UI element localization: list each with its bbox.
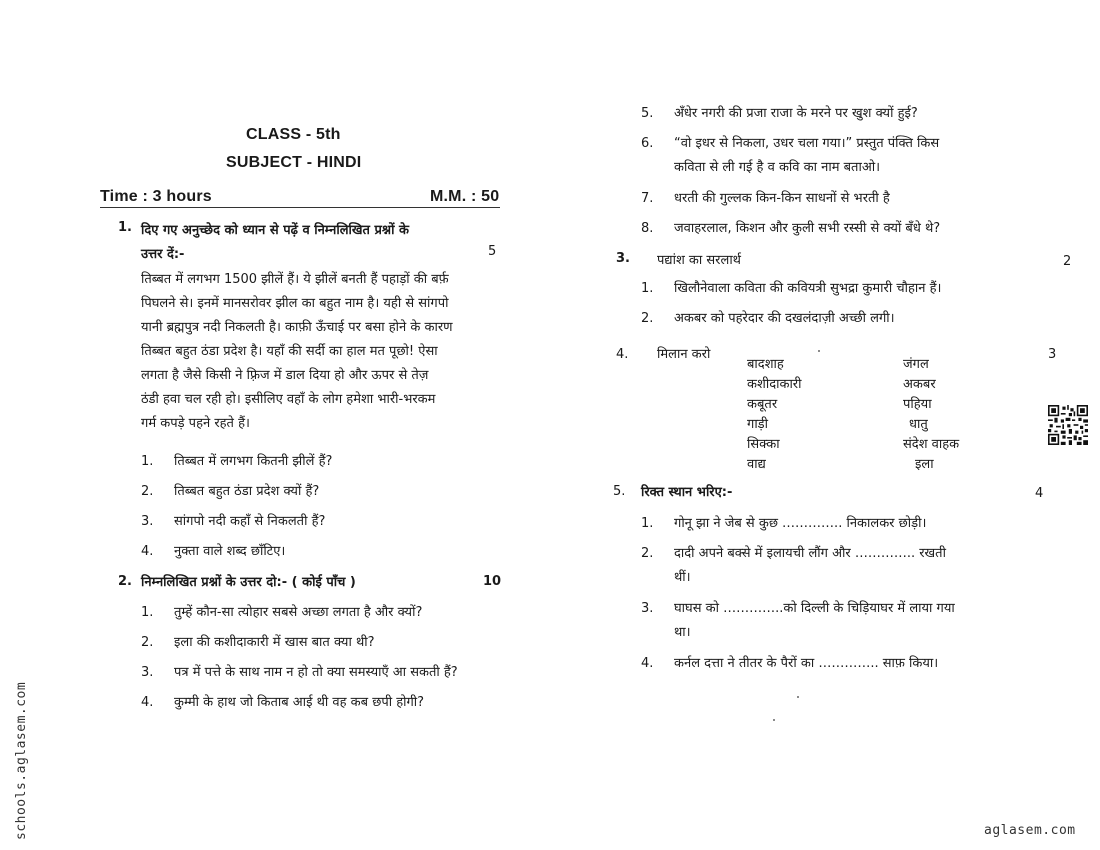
q2-sub-number: 7. (641, 191, 654, 206)
subject-label: SUBJECT - HINDI (226, 154, 362, 171)
match-right-item: जंगल (903, 357, 929, 372)
q1-sub-number: 4. (141, 544, 154, 559)
q4-marks: 3 (1048, 347, 1057, 362)
q1-sub-text: तिब्बत बहुत ठंडा प्रदेश क्यों हैं? (174, 484, 320, 499)
passage-line: ठंडी हवा चल रही हो। इसीलिए वहाँ के लोग हमेशा भारी-भरकम (141, 392, 436, 407)
q1-sub-number: 1. (141, 454, 154, 469)
match-right-item: इला (915, 457, 934, 472)
q5-sub-text: घाघस को …………..को दिल्ली के चिड़ियाघर में लाया गया (674, 601, 955, 616)
q1-sub-text: नुक्ता वाले शब्द छाँटिए। (174, 544, 286, 559)
match-left-column (747, 355, 802, 475)
time-label: Time : 3 hours (100, 188, 212, 205)
q2-sub-number: 2. (141, 635, 154, 650)
q1-text-line2: उत्तर दें:- (141, 247, 185, 262)
passage-line: तिब्बत बहुत ठंडा प्रदेश है। यहाँ की सर्दी का हाल मत पूछो! ऐसा (141, 344, 438, 359)
q5-sub-text: दादी अपने बक्से में इलायची लौंग और ………….. रखती (674, 546, 946, 561)
match-right-column (903, 355, 959, 475)
q2-sub-number: 1. (141, 605, 154, 620)
q3-sub-text: अकबर को पहरेदार की दखलंदाज़ी अच्छी लगी। (674, 311, 895, 326)
q4-number: 4. (616, 347, 629, 362)
match-left-item: कशीदाकारी (747, 377, 802, 392)
q2-sub-text: तुम्हें कौन-सा त्योहार सबसे अच्छा लगता है और क्यों? (174, 605, 423, 620)
q2-sub-text-cont: कविता से ली गई है व कवि का नाम बताओ। (674, 160, 881, 175)
passage-line: यानी ब्रह्मपुत्र नदी निकलती है। काफ़ी ऊँचाई पर बसा होने के कारण (141, 320, 453, 335)
q2-sub-number: 4. (141, 695, 154, 710)
match-right-item: संदेश वाहक (903, 437, 960, 452)
bottom-watermark: aglasem.com (984, 823, 1076, 838)
match-left-item: सिक्का (747, 437, 780, 452)
q1-passage (141, 268, 453, 436)
passage-line: पिघलने से। इनमें मानसरोवर झील का बहुत नाम है। यही से सांगपो (141, 296, 449, 311)
q1-sub-text: तिब्बत में लगभग कितनी झीलें हैं? (174, 454, 333, 469)
q2-sub-number: 8. (641, 221, 654, 236)
scan-speck (818, 350, 820, 352)
q2-number: 2. (118, 574, 132, 589)
side-watermark: schools.aglasem.com (14, 681, 29, 840)
q5-sub-number: 3. (641, 601, 654, 616)
q5-marks: 4 (1035, 486, 1044, 501)
q5-sub-text-cont: थीं। (674, 570, 691, 585)
header-rule (100, 207, 500, 208)
q2-marks: 10 (483, 574, 502, 589)
passage-line: लगता है जैसे किसी ने फ़्रिज में डाल दिया हो और ऊपर से तेज़ (141, 368, 429, 383)
q5-sub-number: 2. (641, 546, 654, 561)
passage-line: तिब्बत में लगभग 1500 झीलें हैं। ये झीलें बनती हैं पहाड़ों की बर्फ़ (141, 272, 449, 287)
q1-sub-number: 3. (141, 514, 154, 529)
q5-sub-text: गोनू झा ने जेब से कुछ ………….. निकालकर छोड़ी। (674, 516, 927, 531)
max-marks-label: M.M. : 50 (430, 188, 500, 205)
scan-speck (773, 719, 775, 721)
q5-sub-text: कर्नल दत्ता ने तीतर के पैरों का ………….. साफ़ किया। (674, 656, 939, 671)
q3-text: पद्यांश का सरलार्थ (657, 253, 741, 268)
q2-sub-number: 5. (641, 106, 654, 121)
q2-sub-text: धरती की गुल्लक किन-किन साधनों से भरती है (674, 191, 890, 206)
q2-sub-number: 6. (641, 136, 654, 151)
q5-text: रिक्त स्थान भरिए:- (641, 485, 733, 500)
q5-number: 5. (613, 484, 626, 499)
q2-text: निम्नलिखित प्रश्नों के उत्तर दो:- ( कोई पाँच ) (141, 575, 356, 590)
q1-text-line1: दिए गए अनुच्छेद को ध्यान से पढ़ें व निम्नलिखित प्रश्नों के (141, 223, 409, 238)
q1-number: 1. (118, 220, 132, 235)
q5-sub-text-cont: था। (674, 625, 691, 640)
q2-sub-text: “वो इधर से निकला, उधर चला गया।” प्रस्तुत पंक्ति किस (674, 136, 940, 151)
q2-sub-text: पत्र में पत्ते के साथ नाम न हो तो क्या समस्याएँ आ सकती हैं? (174, 665, 458, 680)
match-left-item: गाड़ी (747, 417, 769, 432)
q3-sub-number: 1. (641, 281, 654, 296)
qr-code-icon (1048, 405, 1088, 445)
scan-speck (797, 696, 799, 698)
match-left-item: कबूतर (747, 397, 778, 412)
match-left-item: वाद्य (747, 457, 766, 472)
q1-marks: 5 (488, 244, 497, 259)
q2-sub-text: अँधेर नगरी की प्रजा राजा के मरने पर खुश क्यों हुई? (674, 106, 918, 121)
match-right-item: धातु (909, 417, 928, 432)
q5-sub-number: 4. (641, 656, 654, 671)
q2-sub-text: जवाहरलाल, किशन और कुली सभी रस्सी से क्यों बँधे थे? (674, 221, 941, 236)
match-left-item: बादशाह (747, 357, 784, 372)
match-right-item: अकबर (903, 377, 936, 392)
passage-line: गर्म कपड़े पहने रहते हैं। (141, 416, 250, 431)
class-label: CLASS - 5th (246, 126, 341, 143)
q1-sub-text: सांगपो नदी कहाँ से निकलती हैं? (174, 514, 326, 529)
q5-sub-number: 1. (641, 516, 654, 531)
q2-sub-text: कुम्मी के हाथ जो किताब आई थी वह कब छपी होगी? (174, 695, 425, 710)
q1-sub-number: 2. (141, 484, 154, 499)
q3-sub-text: खिलौनेवाला कविता की कवियत्री सुभद्रा कुमारी चौहान हैं। (674, 281, 942, 296)
q4-text: मिलान करो (657, 347, 711, 362)
q2-sub-number: 3. (141, 665, 154, 680)
q2-sub-text: इला की कशीदाकारी में खास बात क्या थी? (174, 635, 375, 650)
q3-marks: 2 (1063, 254, 1072, 269)
match-right-item: पहिया (903, 397, 932, 412)
q3-sub-number: 2. (641, 311, 654, 326)
q3-number: 3. (616, 251, 630, 266)
